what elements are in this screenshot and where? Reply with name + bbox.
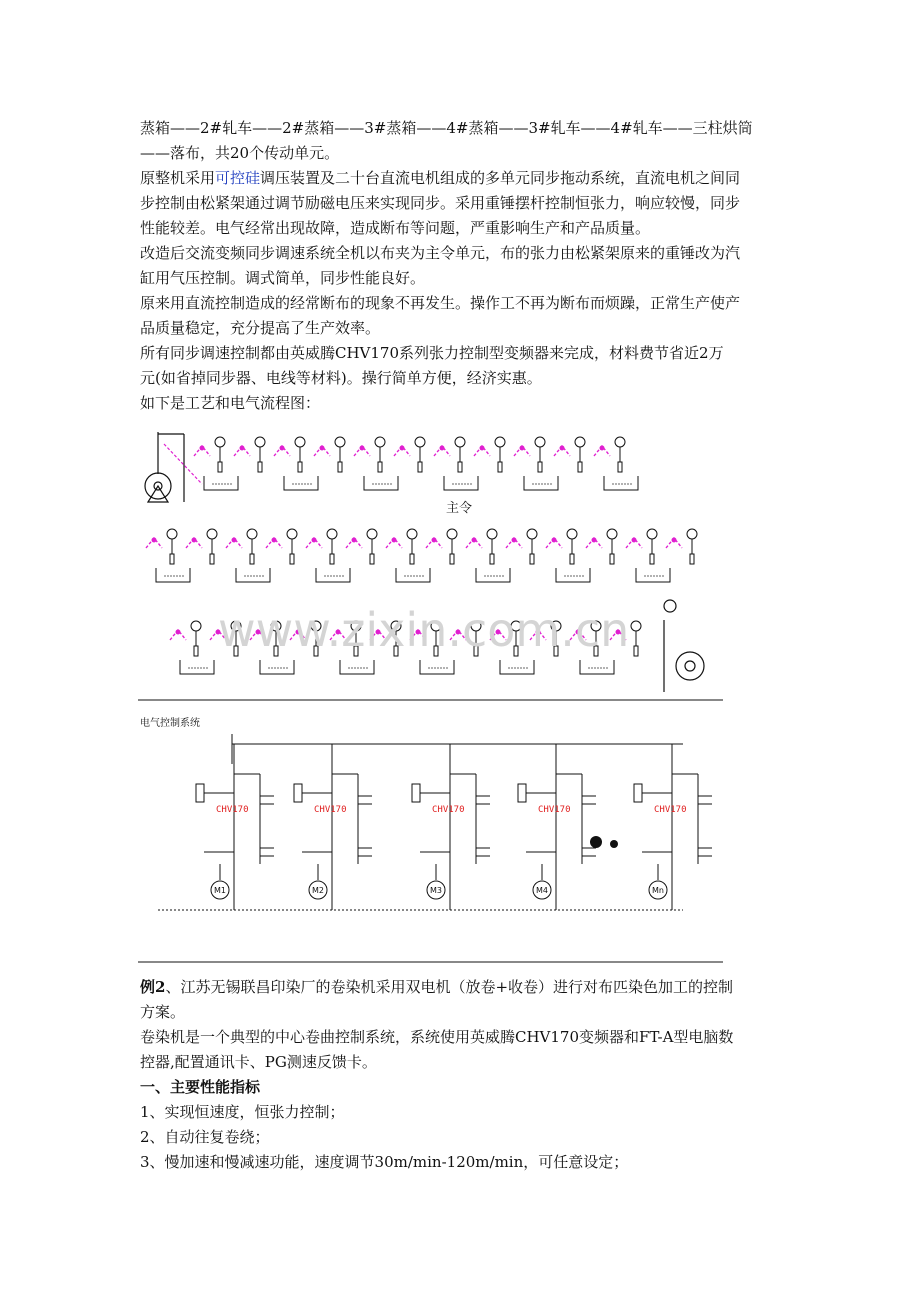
roller-unit	[514, 437, 558, 490]
text-span: 原来用直流控制造成的经常断布的现象不再发生。操作工不再为断布而烦躁，正常生产使产	[140, 294, 741, 312]
text-span: 卷染机是一个典型的中心卷曲控制系统，系统使用英威腾CHV170变频器和FT-A型电脑数	[140, 1028, 734, 1046]
controller-unit	[294, 744, 372, 910]
motor-label: M2	[312, 886, 324, 895]
controller-unit	[518, 744, 596, 910]
roller-unit	[594, 437, 638, 490]
roller-unit	[466, 529, 510, 582]
text-span: 步控制由松紧架通过调节励磁电压来实现同步。采用重锤摆杆控制恒张力，响应较慢，同步	[140, 194, 741, 212]
paragraph-original-system	[140, 166, 785, 241]
list-item: 2、自动往复卷绕；	[140, 1128, 270, 1146]
roller-unit	[226, 529, 270, 582]
controller-label: CHV170	[538, 805, 571, 815]
motor-label: Mn	[652, 886, 664, 895]
roller-unit	[170, 621, 214, 674]
example2-label: 例2	[140, 978, 166, 996]
text-span: 所有同步调速控制都由英威腾CHV170系列张力控制型变频器来完成，材料费节省近2万	[140, 344, 724, 362]
roller-unit	[426, 529, 457, 564]
roller-unit	[274, 437, 318, 490]
roller-unit	[666, 529, 697, 564]
list-item: 1、实现恒速度，恒张力控制；	[140, 1103, 345, 1121]
electrical-system-title: 电气控制系统	[140, 718, 200, 729]
roller-unit	[314, 437, 345, 472]
controller-label: CHV170	[216, 805, 249, 815]
unwind-roll-icon	[145, 432, 202, 502]
motor-label: M3	[430, 886, 442, 895]
roller-unit	[626, 529, 670, 582]
process-electrical-diagram	[138, 424, 793, 972]
paragraph-process-chain	[140, 116, 785, 166]
controller-label: CHV170	[654, 805, 687, 815]
paragraph-example2	[140, 975, 785, 1025]
main-command-label: 主令	[446, 501, 473, 516]
roller-unit	[546, 529, 590, 582]
roller-unit	[306, 529, 350, 582]
roller-unit	[354, 437, 398, 490]
controller-unit	[634, 744, 712, 910]
text-span: 原整机采用	[140, 169, 216, 187]
text-span: 改造后交流变频同步调速系统全机以布夹为主令单元，布的张力由松紧架原来的重锤改为汽	[140, 244, 741, 262]
watermark-text: www.zixin.com.cn	[218, 603, 630, 657]
roller-unit	[186, 529, 217, 564]
roller-unit	[506, 529, 537, 564]
roller-unit	[266, 529, 297, 564]
roller-unit	[146, 529, 190, 582]
process-chain-line1: 蒸箱——2#轧车——2#蒸箱——3#蒸箱——4#蒸箱——3#轧车——4#轧车——三柱烘筒	[140, 119, 753, 137]
paragraph-dyeing-machine	[140, 1025, 785, 1075]
roller-unit	[554, 437, 585, 472]
roller-unit	[474, 437, 505, 472]
text-span: 性能较差。电气经常出现故障，造成断布等问题，严重影响生产和产品质量。	[140, 219, 651, 237]
paragraph-after-retrofit	[140, 241, 785, 291]
text-span: 方案。	[140, 1003, 186, 1021]
paragraph-chv170	[140, 341, 785, 391]
motor-label: M1	[214, 886, 226, 895]
motor-label: M4	[536, 886, 548, 895]
wind-roll-icon	[664, 600, 704, 692]
controller-label: CHV170	[314, 805, 347, 815]
roller-unit	[346, 529, 377, 564]
controller-label: CHV170	[432, 805, 465, 815]
section-heading: 一、主要性能指标	[140, 1078, 261, 1096]
process-chain-line2: ——落布，共20个传动单元。	[140, 144, 340, 162]
controller-unit	[196, 744, 274, 910]
roller-unit	[386, 529, 430, 582]
text-span: 元(如省掉同步器、电线等材料)。操行简单方便，经济实惠。	[140, 369, 542, 387]
text-span: 缸用气压控制。调式简单，同步性能良好。	[140, 269, 426, 287]
text-span: 调压装置及二十台直流电机组成的多单元同步拖动系统，直流电机之间同	[260, 169, 741, 187]
paragraph-diagram-intro: 如下是工艺和电气流程图：	[140, 394, 321, 412]
indicator-dots	[590, 836, 618, 848]
scr-link[interactable]: 可控硅	[215, 169, 261, 187]
roller-unit	[234, 437, 265, 472]
roller-unit	[586, 529, 617, 564]
controller-unit	[412, 744, 490, 910]
text-span: 控器,配置通讯卡、PG测速反馈卡。	[140, 1053, 377, 1071]
text-span: 、江苏无锡联昌印染厂的卷染机采用双电机（放卷+收卷）进行对布匹染色加工的控制	[165, 978, 734, 996]
list-item: 3、慢加速和慢减速功能，速度调节30m/min-120m/min，可任意设定；	[140, 1153, 629, 1171]
roller-unit	[394, 437, 425, 472]
roller-unit	[434, 437, 478, 490]
controller-units	[196, 744, 712, 910]
text-span: 品质量稳定，充分提高了生产效率。	[140, 319, 381, 337]
diagram-svg	[138, 424, 793, 972]
paragraph-benefits	[140, 291, 785, 341]
